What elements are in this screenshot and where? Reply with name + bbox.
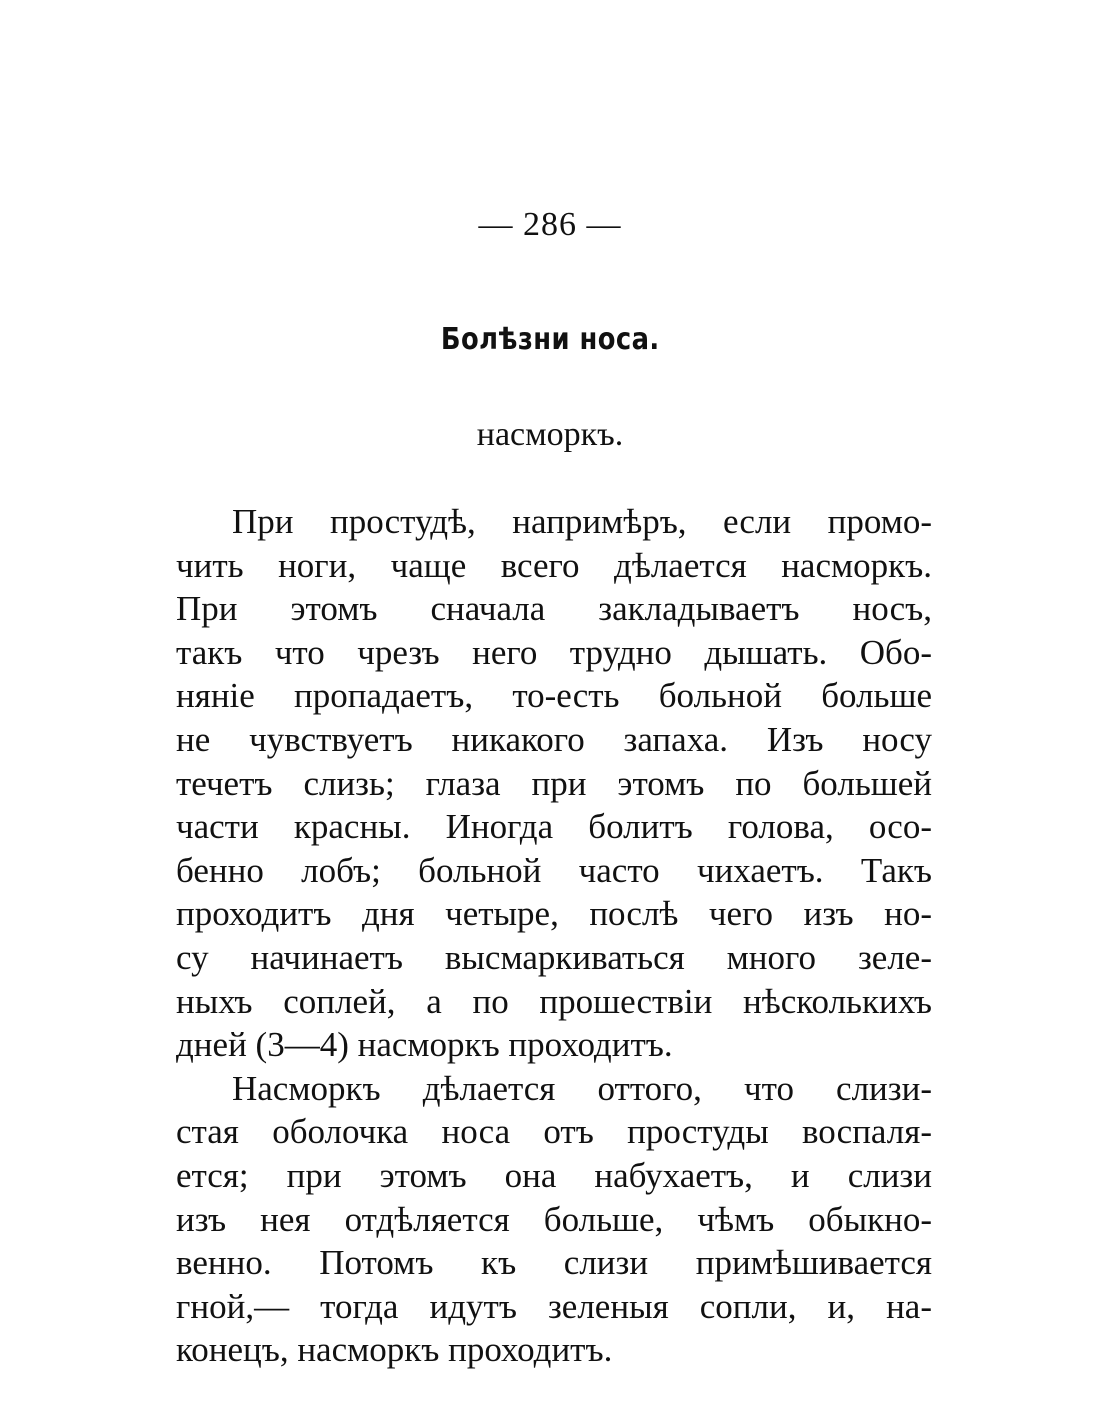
section-title: насморкъ. (476, 416, 624, 453)
text-line: не чувствуетъ никакого запаха. Изъ носу (176, 719, 932, 759)
text-line: няніе пропадаетъ, то-есть больной больше (176, 676, 932, 716)
text-line: проходитъ дня четыре, послѣ чего изъ но- (176, 894, 932, 934)
text-line: изъ нея отдѣляется больше, чѣмъ обыкно- (176, 1199, 932, 1239)
text-line: ется; при этомъ она набухаетъ, и слизи (176, 1155, 932, 1195)
text-line: дней (3—4) насморкъ проходитъ. (176, 1025, 673, 1065)
chapter-title: Болѣзни носа. (440, 322, 660, 357)
paragraph (176, 1067, 932, 1372)
text-line: чить ноги, чаще всего дѣлается насморкъ. (176, 545, 932, 585)
body-text (176, 500, 932, 1372)
text-line: гной,— тогда идутъ зеленыя сопли, и, на- (176, 1286, 932, 1326)
text-line: стая оболочка носа отъ простуды воспаля- (176, 1112, 932, 1152)
text-line: Насморкъ дѣлается оттого, что слизи- (232, 1068, 932, 1108)
text-line: такъ что чрезъ него трудно дышать. Обо- (176, 632, 932, 672)
text-line: При простудѣ, напримѣръ, если промо- (232, 502, 932, 541)
text-line: части красны. Иногда болитъ голова, осо- (176, 807, 932, 847)
text-line: су начинаетъ высмаркиваться много зеле- (176, 937, 932, 977)
text-line: венно. Потомъ къ слизи примѣшивается (176, 1243, 932, 1283)
text-line: конецъ, насморкъ проходитъ. (176, 1330, 613, 1370)
text-line: бенно лобъ; больной часто чихаетъ. Такъ (176, 850, 932, 890)
paragraph (176, 500, 932, 1067)
page-number: — 286 — (478, 206, 622, 243)
text-line: ныхъ соплей, а по прошествіи нѣсколькихъ (176, 981, 932, 1021)
text-line: При этомъ сначала закладываетъ носъ, (176, 589, 932, 629)
text-line: течетъ слизь; глаза при этомъ по большей (176, 763, 932, 803)
